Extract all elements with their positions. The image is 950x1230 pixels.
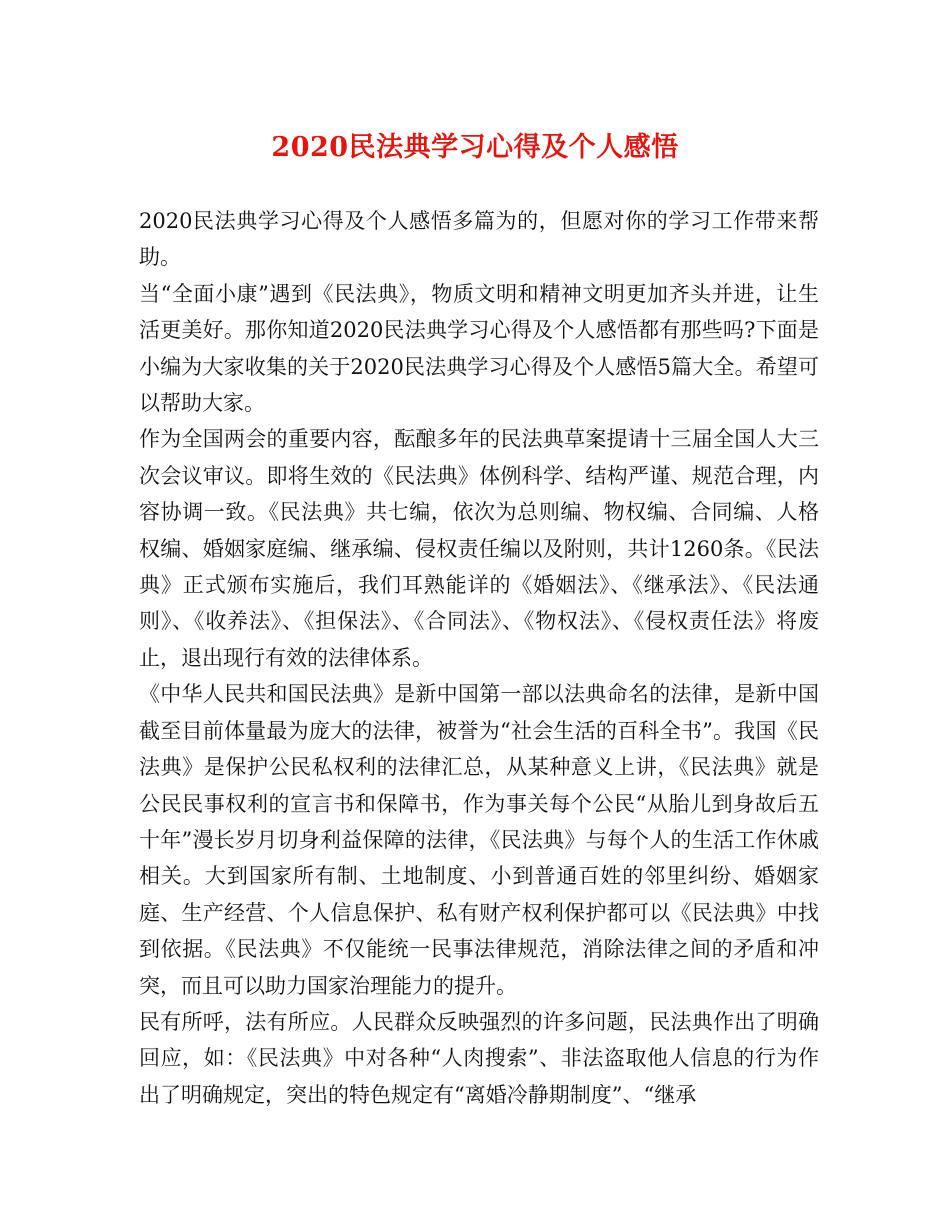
paragraph-response: 民有所呼，法有所应。人民群众反映强烈的许多问题，民法典作出了明确回应，如：《民法典》中对各种“人肉搜索”、非法盗取他人信息的行为作出了明确规定，突出的特色规定有“离婚冷静期制度”、“继承 <box>139 1009 819 1107</box>
paragraph-structure: 作为全国两会的重要内容，酝酿多年的民法典草案提请十三届全国人大三次会议审议。即将生效的《民法典》体例科学、结构严谨、规范合理，内容协调一致。《民法典》共七编，依次为总则编、物权编、合同编、人格权编、婚姻家庭编、继承编、侵权责任编以及附则，共计1260条。《民法典》正式颁布实施后，我们耳熟能详的《婚姻法》、《继承法》、《民法通则》、《收养法》、《担保法》、《合同法》、《物权法》、《侵权责任法》将废止，退出现行有效的法律体系。 <box>139 427 819 670</box>
document-body <box>139 203 819 1113</box>
paragraph-significance: 《中华人民共和国民法典》是新中国第一部以法典命名的法律，是新中国截至目前体量最为庞大的法律，被誉为“社会生活的百科全书”。我国《民法典》是保护公民私权利的法律汇总，从某种意义上讲，《民法典》就是公民民事权利的宣言书和保障书，作为事关每个公民“从胎儿到身故后五十年”漫长岁月切身利益保障的法律，《民法典》与每个人的生活工作休戚相关。大到国家所有制、土地制度、小到普通百姓的邻里纠纷、婚姻家庭、生产经营、个人信息保护、私有财产权利保护都可以《民法典》中找到依据。《民法典》不仅能统一民事法律规范，消除法律之间的矛盾和冲突，而且可以助力国家治理能力的提升。 <box>139 682 819 998</box>
paragraph-overview: 当“全面小康”遇到《民法典》，物质文明和精神文明更加齐头并进，让生活更美好。那你知道2020民法典学习心得及个人感悟都有那些吗?下面是小编为大家收集的关于2020民法典学习心得及个人感悟5篇大全。希望可以帮助大家。 <box>139 281 819 416</box>
document-title: 2020民法典学习心得及个人感悟 <box>271 132 679 163</box>
paragraph-intro: 2020民法典学习心得及个人感悟多篇为的，但愿对你的学习工作带来帮助。 <box>139 209 819 270</box>
